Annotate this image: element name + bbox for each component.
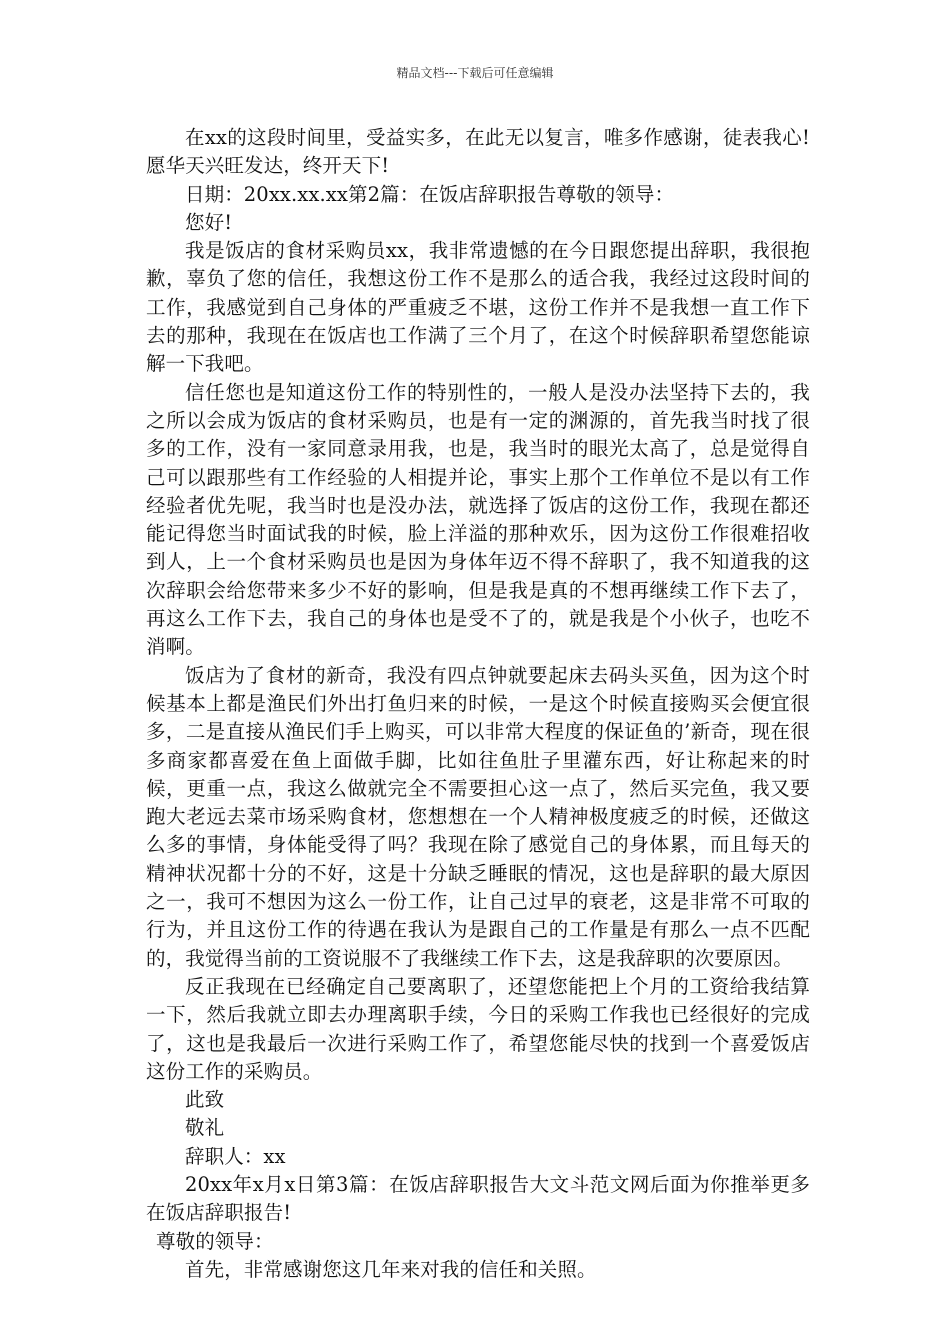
section-3-first-paragraph: 首先，非常感谢您这几年来对我的信任和关照。 [185,1257,597,1281]
request-paragraph: 反正我现在已经确定自己要离职了，还望您能把上个月的工资给我结算一下，然后我就立即去办理离职手续，今日的采购工作我也已经很好的完成了，这也是我最后一次进行采购工作了，希望您能尽快的找到一个喜爱饭店这份工作的采购员。 [146,974,810,1083]
date-and-section-2-heading: 日期：20xx.xx.xx第2篇：在饭店辞职报告尊敬的领导： [185,182,675,206]
section-3-salutation: 尊敬的领导： [156,1229,274,1253]
closing-regards: 敬礼 [185,1116,225,1140]
signature-line: 辞职人：xx [185,1144,286,1168]
closing-thanks-paragraph: 在xx的这段时间里，受益实多，在此无以复言，唯多作感谢，徒表我心!愿华天兴旺发达，终开天下! [146,126,810,178]
page-header-note: 精品文档---下载后可任意编辑 [396,66,554,80]
intro-paragraph: 我是饭店的食材采购员xx，我非常遗憾的在今日跟您提出辞职，我很抱歉，辜负了您的信任，我想这份工作不是那么的适合我，我经过这段时间的工作，我感觉到自己身体的严重疲乏不堪，这份工作并不是我想一直工作下去的那种，我现在在饭店也工作满了三个月了，在这个时候辞职希望您能谅解一下我吧。 [146,239,810,376]
work-conditions-paragraph: 饭店为了食材的新奇，我没有四点钟就要起床去码头买鱼，因为这个时候基本上都是渔民们外出打鱼归来的时候，一是这个时候直接购买会便宜很多，二是直接从渔民们手上购买，可以非常大程度的保证鱼的’新奇，现在很多商家都喜爱在鱼上面做手脚，比如往鱼肚子里灌东西，好让称起来的时候，更重一点，我这么做就完全不需要担心这一点了，然后买完鱼，我又要跑大老远去菜市场采购食材，您想想在一个人精神极度疲乏的时候，还做这么多的事情，身体能受得了吗？我现在除了感觉自己的身体累，而且每天的精神状况都十分的不好，这是十分缺乏睡眠的情况，这也是辞职的最大原因之一，我可不想因为这么一份工作，让自己过早的衰老，这是非常不可取的行为，并且这份工作的待遇在我认为是跟自己的工作量是有那么一点不匹配的，我觉得当前的工资说服不了我继续工作下去，这是我辞职的次要原因。 [146,663,810,970]
date-and-section-3-heading: 20xx年x月x日第3篇：在饭店辞职报告大文斗范文网后面为你推举更多在饭店辞职报告! [146,1172,810,1225]
greeting: 您好! [185,210,233,234]
closing-salutation: 此致 [185,1088,225,1112]
document-body [146,124,810,1284]
background-paragraph: 信任您也是知道这份工作的特别性的，一般人是没办法坚持下去的，我之所以会成为饭店的食材采购员，也是有一定的渊源的，首先我当时找了很多的工作，没有一家同意录用我，也是，我当时的眼光太高了，总是觉得自己可以跟那些有工作经验的人相提并论，事实上那个工作单位不是以有工作经验者优先呢，我当时也是没办法，就选择了饭店的这份工作，我现在都还能记得您当时面试我的时候，脸上洋溢的那种欢乐，因为这份工作很难招收到人，上一个食材采购员也是因为身体年迈不得不辞职了，我不知道我的这次辞职会给您带来多少不好的影响，但是我是真的不想再继续工作下去了，再这么工作下去，我自己的身体也是受不了的，就是我是个小伙子，也吃不消啊。 [146,380,810,659]
